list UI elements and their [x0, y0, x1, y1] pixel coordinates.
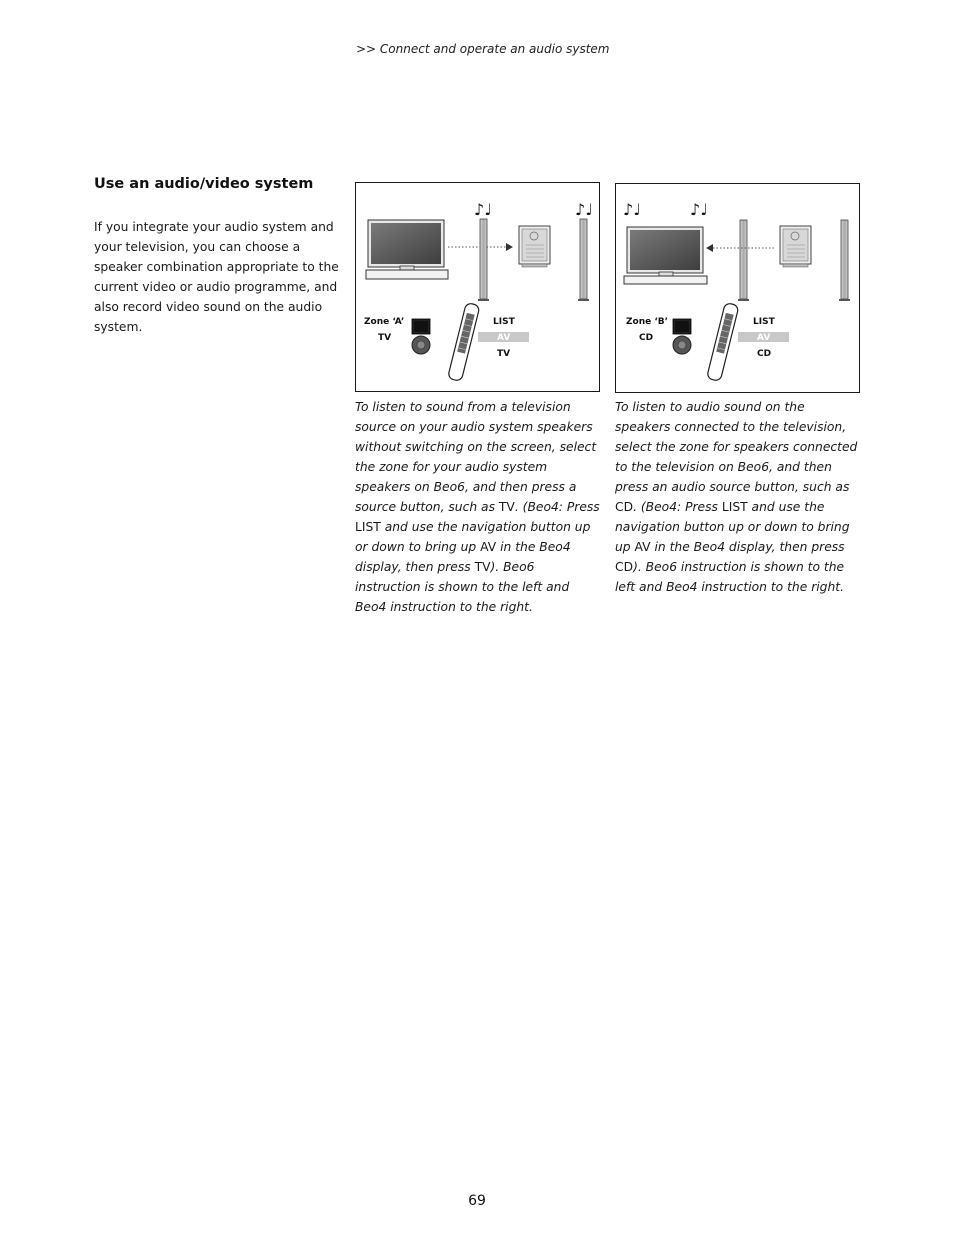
diagram-zone-b: [616, 184, 859, 392]
beo6-display-icon: [673, 319, 691, 334]
caption-text: . (Beo4: Press: [633, 500, 722, 514]
caption-text: in the Beo4 display, then press: [355, 540, 571, 574]
caption-keyword: AV: [634, 540, 651, 554]
zone-source-label: TV: [378, 333, 392, 343]
intro-paragraph: If you integrate your audio system and your television, you can choose a speaker combination appropriate to the current video or audio programme, and also record video sound on the audio system.: [94, 220, 339, 334]
caption-text: in the Beo4 display, then press: [650, 540, 845, 554]
music-notes-icon: ♪♩: [690, 200, 708, 219]
speaker-icon: [578, 219, 589, 301]
figure-audio-to-tv-speakers: [615, 183, 860, 393]
page-number: 69: [468, 1193, 486, 1209]
caption-keyword: TV: [474, 560, 491, 574]
music-notes-icon: ♪♩: [474, 200, 492, 219]
source-label: TV: [497, 349, 511, 359]
caption-keyword: AV: [480, 540, 497, 554]
television-icon: [624, 227, 707, 284]
list-label: LIST: [753, 317, 775, 327]
navigation-wheel-icon: [412, 336, 430, 354]
speaker-icon: [839, 220, 850, 301]
speaker-icon: [738, 220, 749, 301]
beo4-remote-icon: [448, 302, 480, 381]
caption-text: To listen to audio sound on the speakers connected to the television, select the zone for speakers connected to the television on Beo6, and then press an audio source button, such as: [615, 400, 858, 494]
beo6-display-icon: [412, 319, 430, 334]
caption-keyword: LIST: [355, 520, 381, 534]
caption-text: and use the navigation button up or down to bring up: [615, 500, 850, 554]
source-label: CD: [757, 349, 772, 359]
zone-label: Zone ‘A’: [364, 317, 405, 327]
music-notes-icon: ♪♩: [623, 200, 641, 219]
music-notes-icon: ♪♩: [575, 200, 593, 219]
arrow-right-icon: [506, 243, 513, 251]
beo4-remote-icon: [707, 302, 739, 381]
arrow-left-icon: [706, 244, 713, 252]
diagram-zone-a: [356, 183, 599, 391]
caption-text: and use the navigation button up or down to bring up: [355, 520, 591, 554]
caption-text: ). Beo6 instruction is shown to the left and Beo4 instruction to the right.: [355, 560, 570, 614]
list-label: LIST: [493, 317, 515, 327]
section-title: Use an audio/video system: [94, 176, 314, 192]
figure-tv-to-audio-speakers: [355, 182, 600, 392]
caption-keyword: LIST: [721, 500, 748, 514]
television-icon: [366, 220, 448, 279]
zone-source-label: CD: [639, 333, 654, 343]
caption-text: To listen to sound from a television source on your audio system speakers without switching on the screen, select the zone for your audio system speakers on Beo6, and then press a source button, such as: [355, 400, 597, 514]
caption-keyword: TV: [498, 500, 515, 514]
speaker-icon: [478, 219, 489, 301]
caption-left: [355, 397, 600, 617]
caption-text: ). Beo6 instruction is shown to the left and Beo4 instruction to the right.: [615, 560, 845, 594]
caption-keyword: CD: [615, 500, 634, 514]
audio-system-icon: [519, 226, 550, 267]
caption-right: [615, 397, 860, 597]
audio-system-icon: [780, 226, 811, 267]
av-label: AV: [497, 333, 511, 343]
caption-keyword: CD: [615, 560, 634, 574]
navigation-wheel-icon: [673, 336, 691, 354]
breadcrumb: >> Connect and operate an audio system: [356, 42, 610, 56]
av-label: AV: [757, 333, 771, 343]
caption-text: . (Beo4: Press: [514, 500, 600, 514]
zone-label: Zone ‘B’: [626, 317, 669, 327]
